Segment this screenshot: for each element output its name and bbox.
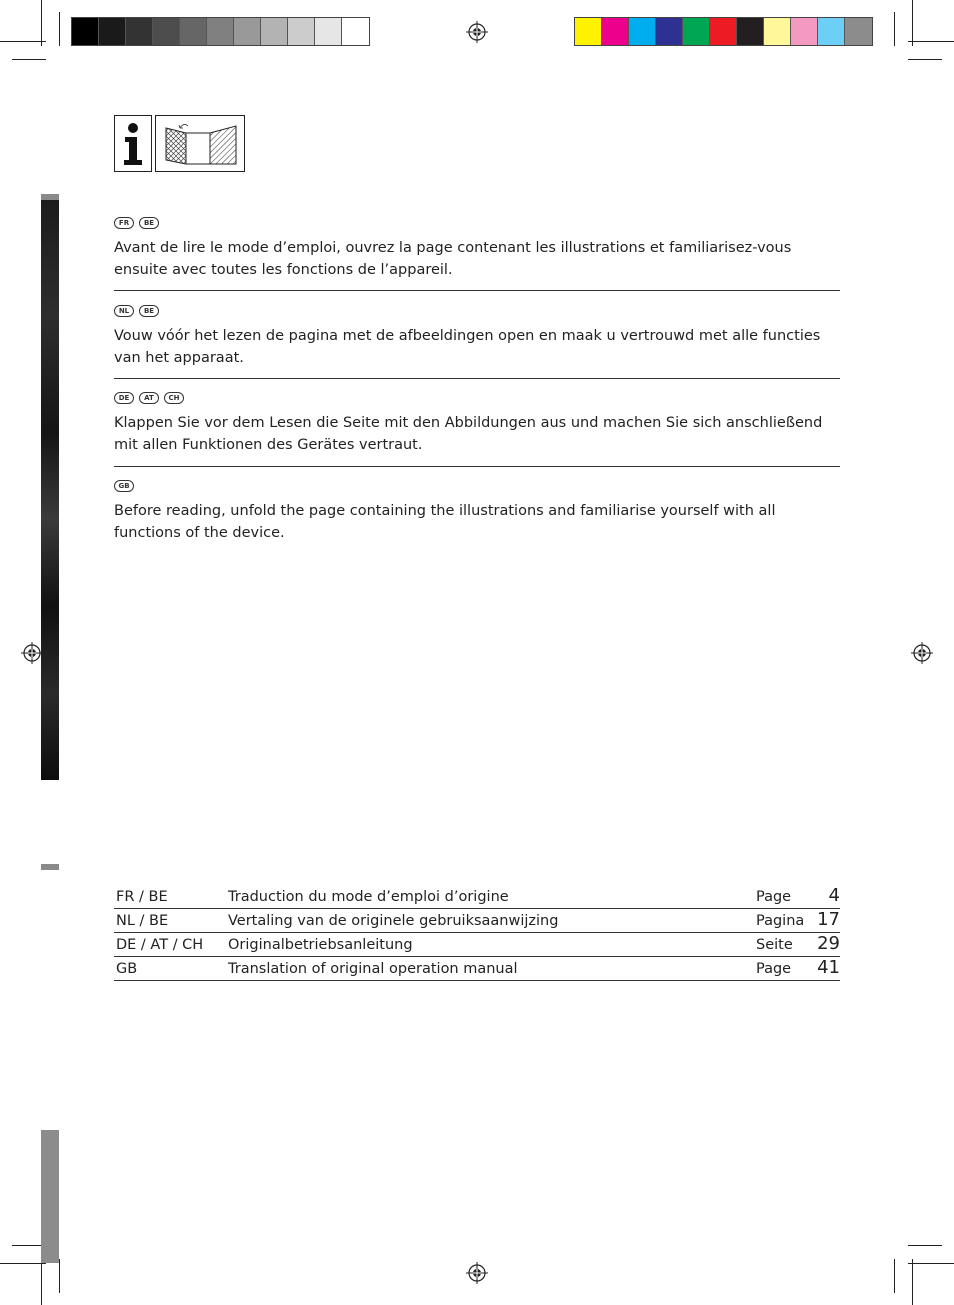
section-text: Klappen Sie vor dem Lesen die Seite mit den Abbildungen aus und machen Sie sich anschließend mit allen Funktionen des Gerätes vertraut. (114, 415, 823, 453)
registration-mark-bottom (466, 1262, 488, 1284)
section-divider (114, 378, 840, 379)
process-color-swatch (764, 18, 791, 45)
section-text: Before reading, unfold the page containing the illustrations and familiarise yourself with all functions of the device. (114, 503, 776, 541)
grayscale-swatch (315, 18, 342, 45)
language-badge: BE (139, 305, 159, 317)
toc-row[interactable] (114, 909, 840, 933)
process-color-swatch (683, 18, 710, 45)
toc-row[interactable] (114, 957, 840, 981)
crop-mark-tl-h (0, 41, 46, 42)
language-badge: NL (114, 305, 134, 317)
toc-row[interactable] (114, 933, 840, 957)
toc-title: Originalbetriebsanleitung (228, 937, 413, 953)
language-badge: DE (114, 392, 134, 404)
process-color-swatch (575, 18, 602, 45)
toc-language: DE / AT / CH (116, 937, 204, 953)
crop-mark-br-h2 (908, 1245, 942, 1246)
crop-mark-br-v2 (894, 1259, 895, 1293)
toc-language: FR / BE (116, 889, 168, 905)
grayscale-swatch (126, 18, 153, 45)
section-de-at-ch (114, 390, 840, 456)
section-divider (114, 466, 840, 467)
language-badges (114, 303, 840, 319)
registration-mark-right (911, 642, 933, 664)
language-badge: FR (114, 217, 134, 229)
toc-page-label: Pagina (756, 913, 805, 929)
grayscale-swatch (99, 18, 126, 45)
process-color-swatch (845, 18, 872, 45)
grayscale-swatch (207, 18, 234, 45)
crop-mark-tr-v (912, 0, 913, 46)
grayscale-swatch (288, 18, 315, 45)
language-badge: GB (114, 480, 134, 492)
crop-mark-tr-h (908, 41, 954, 42)
toc-title: Traduction du mode d’emploi d’origine (228, 889, 509, 905)
toc-page-label: Page (756, 961, 792, 977)
crop-mark-tl-h2 (12, 59, 46, 60)
process-color-bar (574, 17, 873, 46)
table-of-contents (114, 885, 840, 981)
section-gb (114, 478, 840, 544)
crop-mark-tr-h2 (908, 59, 942, 60)
process-color-swatch (791, 18, 818, 45)
section-divider (114, 290, 840, 291)
language-badge: AT (139, 392, 159, 404)
crop-mark-tl-v (41, 0, 42, 46)
section-text: Vouw vóór het lezen de pagina met de afbeeldingen open en maak u vertrouwd met alle functies van het apparaat. (114, 328, 821, 366)
language-badges (114, 390, 840, 406)
crop-mark-tr-v2 (894, 12, 895, 46)
grayscale-swatch (261, 18, 288, 45)
info-icon (114, 115, 152, 172)
process-color-swatch (737, 18, 764, 45)
section-text: Avant de lire le mode d’emploi, ouvrez la page contenant les illustrations et familiarisez-vous ensuite avec toutes les fonctions de l’appareil. (114, 240, 792, 278)
spine-mid-mark (41, 864, 59, 870)
grayscale-swatch (234, 18, 261, 45)
toc-language: NL / BE (116, 913, 169, 929)
crop-mark-br-h (908, 1263, 954, 1264)
registration-mark-top (466, 21, 488, 43)
crop-mark-bl-v2 (59, 1259, 60, 1293)
toc-page-number: 41 (817, 957, 840, 978)
toc-page-label: Seite (756, 937, 793, 953)
process-color-swatch (656, 18, 683, 45)
section-nl-be (114, 303, 840, 369)
process-color-swatch (602, 18, 629, 45)
process-color-swatch (818, 18, 845, 45)
toc-page-label: Page (756, 889, 792, 905)
toc-page-number: 17 (817, 909, 840, 930)
language-badges (114, 478, 840, 494)
language-badge: BE (139, 217, 159, 229)
spine-bottom-band (41, 1130, 59, 1263)
toc-page-number: 29 (817, 933, 840, 954)
grayscale-color-bar (71, 17, 370, 46)
grayscale-swatch (342, 18, 369, 45)
toc-title: Vertaling van de originele gebruiksaanwijzing (228, 913, 559, 929)
toc-title: Translation of original operation manual (228, 961, 518, 977)
language-badges (114, 215, 840, 231)
grayscale-swatch (180, 18, 207, 45)
grayscale-swatch (72, 18, 99, 45)
registration-mark-left (21, 642, 43, 664)
spine-dark-band (41, 200, 59, 780)
section-fr-be (114, 215, 840, 281)
info-i-glyph-icon (122, 122, 144, 166)
crop-mark-bl-h (0, 1263, 46, 1264)
crop-mark-bl-v (41, 1259, 42, 1305)
toc-row[interactable] (114, 885, 840, 909)
crop-mark-tl-v2 (59, 12, 60, 46)
process-color-swatch (710, 18, 737, 45)
toc-page-number: 4 (828, 885, 840, 906)
toc-language: GB (116, 961, 138, 977)
crop-mark-br-v (912, 1259, 913, 1305)
process-color-swatch (629, 18, 656, 45)
language-badge: CH (164, 392, 184, 404)
unfold-page-icon (155, 115, 245, 172)
grayscale-swatch (153, 18, 180, 45)
